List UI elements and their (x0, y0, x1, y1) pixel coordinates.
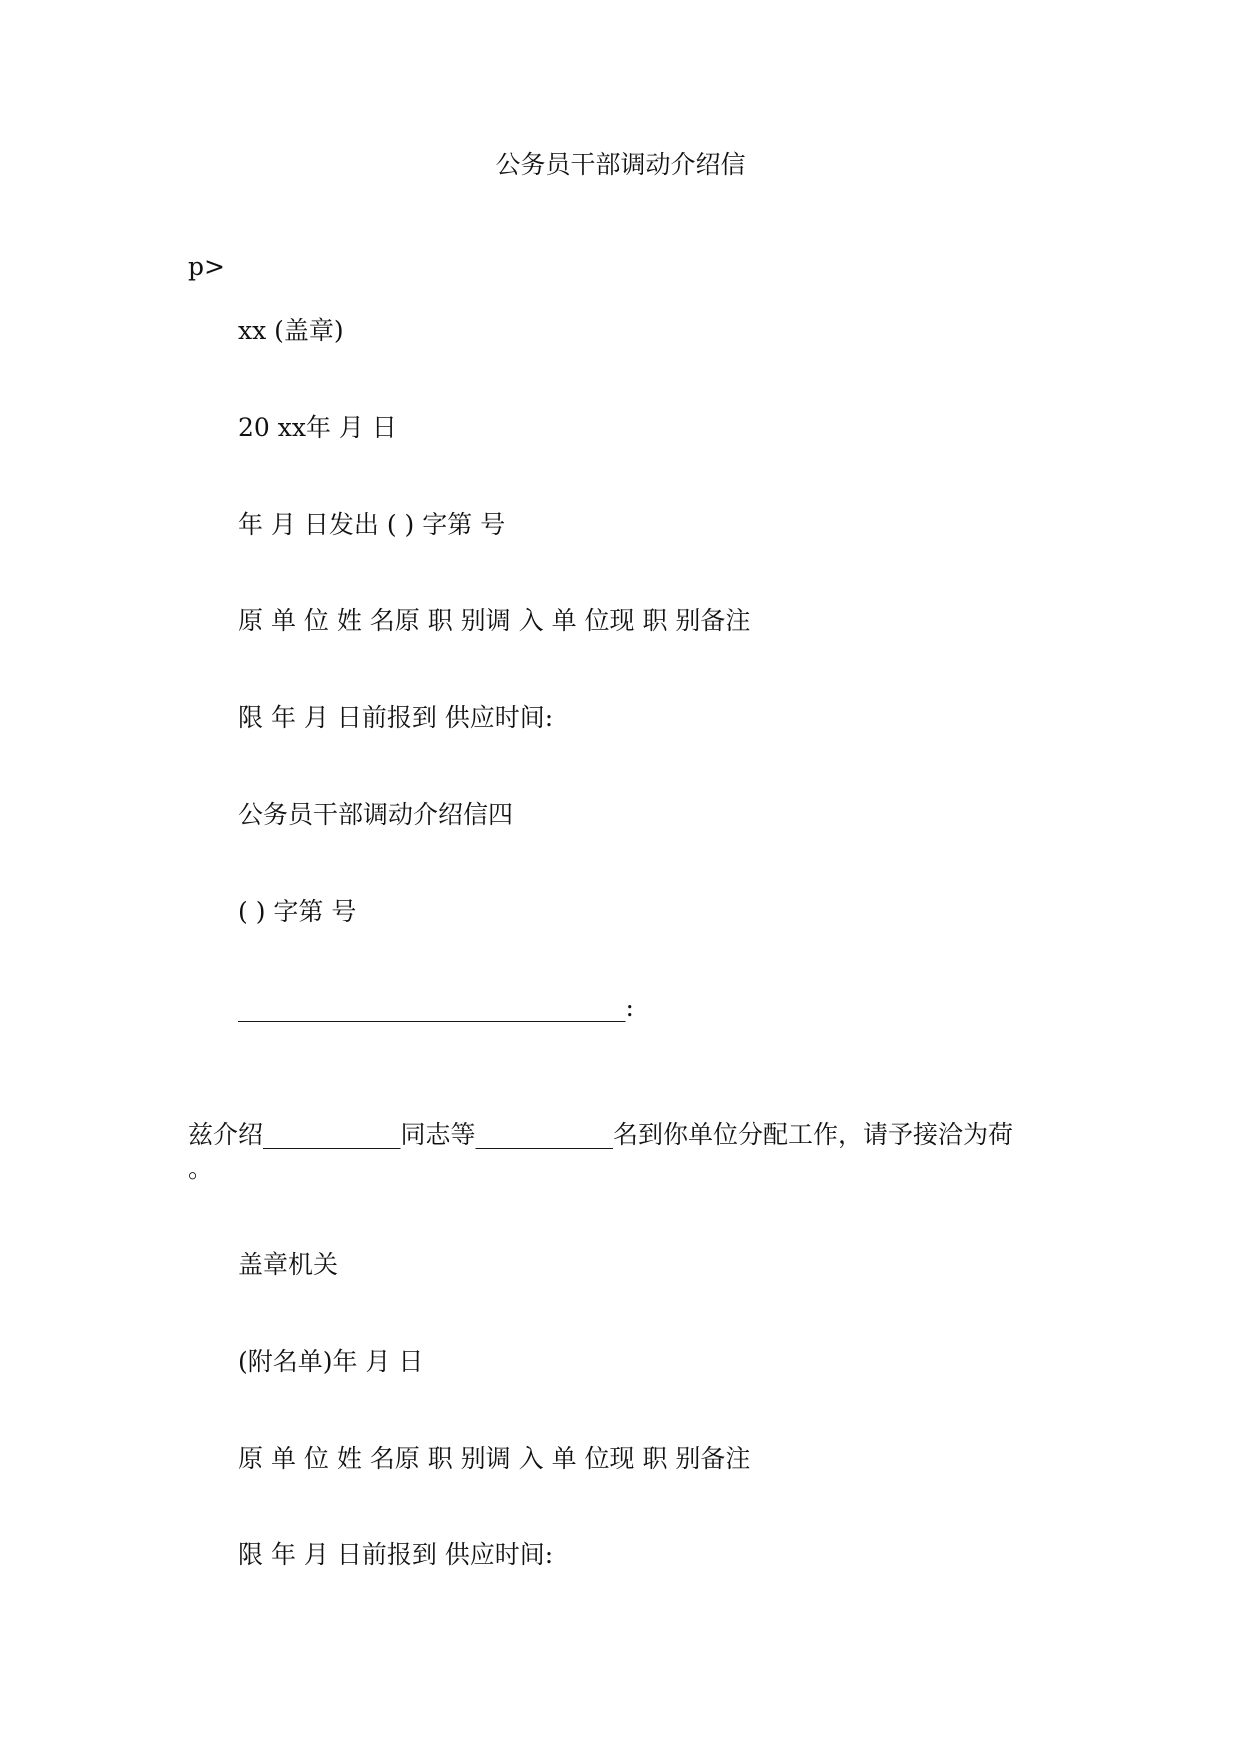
table-header-line-2: 原 单 位 姓 名原 职 别调 入 单 位现 职 别备注 (238, 1444, 751, 1473)
attachment-date-line: (附名单)年 月 日 (238, 1347, 424, 1376)
section-heading: 公务员干部调动介绍信四 (238, 800, 514, 829)
issue-date-line: 年 月 日发出 ( ) 字第 号 (238, 510, 506, 539)
paragraph-end-mark: 。 (188, 1154, 214, 1183)
report-deadline-line-2: 限 年 月 日前报到 供应时间: (238, 1540, 554, 1569)
table-header-line: 原 单 位 姓 名原 职 别调 入 单 位现 职 别备注 (238, 606, 751, 635)
seal-line: xx (盖章) (238, 316, 344, 345)
recipient-line: _______________________________: (238, 993, 634, 1022)
document-title: 公务员干部调动介绍信 (495, 150, 746, 179)
date-line: 20 xx年 月 日 (238, 413, 397, 442)
stamp-authority-line: 盖章机关 (238, 1250, 339, 1279)
introduction-paragraph: 兹介绍___________同志等___________名到你单位分配工作，请予接洽为荷 (188, 1120, 1014, 1149)
report-deadline-line: 限 年 月 日前报到 供应时间: (238, 703, 554, 732)
reference-number-line: ( ) 字第 号 (238, 897, 357, 926)
stray-tag-text: p> (188, 252, 225, 281)
